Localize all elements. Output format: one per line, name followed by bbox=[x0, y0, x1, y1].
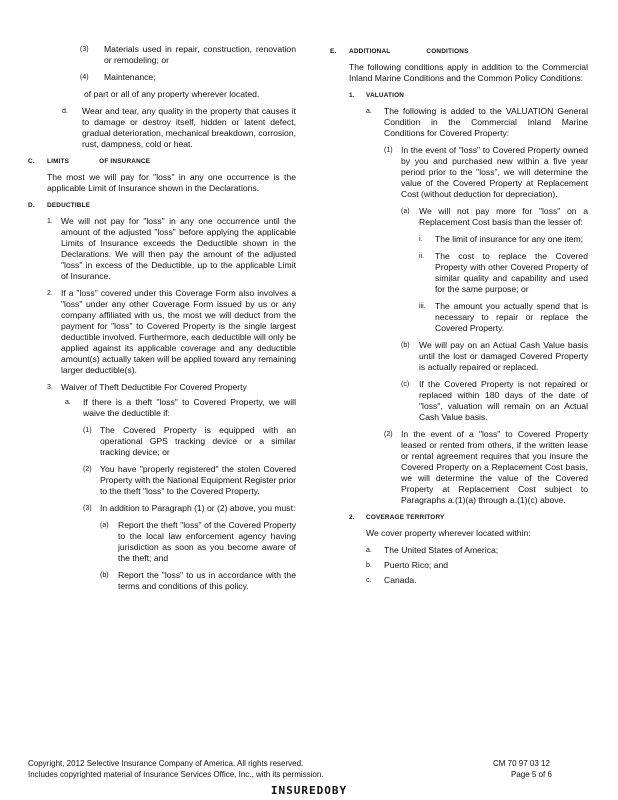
item-marker: c. bbox=[366, 577, 372, 584]
list-item bbox=[65, 397, 296, 419]
item-marker: b. bbox=[366, 562, 372, 569]
section-title: DEDUCTIBLE bbox=[47, 202, 91, 209]
list-item bbox=[100, 520, 296, 564]
item-text: If a "loss" covered under this Coverage Form also involves a "loss" under any other Coverage Form issued by us or any company affiliated with us, the most we will deduct from the payment for "loss" to Covered Property is the single largest deductible involved. Furthermore, each deductible will only be applied against its applicable coverage and any deductible amount(s) actually taken will be applied toward any remaining larger deductible(s). bbox=[61, 288, 296, 375]
paragraph: The following conditions apply in addition to the Commercial Inland Marine Conditions and the Common Policy Conditions: bbox=[349, 62, 588, 83]
list-item bbox=[47, 288, 296, 376]
section-heading bbox=[28, 156, 296, 167]
section-heading bbox=[330, 46, 588, 57]
item-marker: ii. bbox=[419, 253, 425, 260]
item-text: Report the theft "loss" of the Covered Property to the local law enforcement agency having jurisdiction as soon as you become aware of the theft; and bbox=[118, 520, 296, 563]
list-item bbox=[366, 545, 588, 556]
item-text: Report the "loss" to us in accordance with the terms and conditions of this policy. bbox=[118, 570, 296, 591]
item-marker: iii. bbox=[419, 303, 426, 310]
item-text: We will not pay for "loss" in any one occurrence until the amount of the adjusted "loss" before applying the applicable Limits of Insurance exceeds the Deductible shown in the Declarations. We will then pay the amount of the adjusted "loss" in excess of the Deductible, up to the applicable Limit of Insurance. bbox=[61, 216, 296, 281]
subsection-marker: 2. bbox=[349, 514, 355, 521]
section-letter: D. bbox=[28, 202, 35, 209]
section-title: LIMITS bbox=[47, 158, 70, 165]
item-marker: (c) bbox=[401, 381, 410, 388]
copyright-line: Copyright, 2012 Selective Insurance Company of America. All rights reserved. bbox=[28, 759, 304, 768]
list-item bbox=[80, 72, 296, 83]
item-text: The limit of insurance for any one item; bbox=[435, 234, 584, 244]
section-heading bbox=[28, 200, 296, 211]
section-title: ADDITIONAL bbox=[349, 48, 391, 55]
list-item bbox=[83, 503, 296, 514]
item-text: In addition to Paragraph (1) or (2) above, you must: bbox=[100, 503, 296, 513]
item-text: Puerto Rico; and bbox=[384, 560, 449, 570]
item-text: Wear and tear, any quality in the property that causes it to damage or destroy itself, hidden or latent defect, gradual deterioration, mechanical breakdown, corrosion, rust, dampness, cold or heat. bbox=[82, 106, 297, 149]
list-item bbox=[384, 145, 588, 200]
list-item bbox=[62, 106, 296, 150]
item-text: The following is added to the VALUATION General Condition in the Commercial Inland Marine Conditions for Covered Property: bbox=[384, 106, 588, 138]
item-text: Canada. bbox=[384, 575, 417, 585]
list-item bbox=[401, 379, 588, 423]
item-marker: a. bbox=[65, 399, 71, 406]
item-text: If the Covered Property is not repaired or replaced within 180 days of the date of "loss", valuation will remain on an Actual Cash Value basis. bbox=[419, 379, 588, 422]
item-marker: (4) bbox=[80, 74, 89, 81]
left-column bbox=[28, 44, 296, 598]
item-text: The cost to replace the Covered Property with other Covered Property of similar quality and capability and used for the same purpose; or bbox=[435, 251, 588, 294]
section-letter: E. bbox=[330, 48, 337, 55]
item-marker: (a) bbox=[100, 522, 109, 529]
item-text: The United States of America; bbox=[384, 545, 499, 555]
paragraph: The most we will pay for "loss" in any one occurrence is the applicable Limit of Insurance shown in the Declarations. bbox=[47, 172, 296, 193]
section-title-cont: OF INSURANCE bbox=[99, 158, 151, 165]
item-text: If there is a theft "loss" to Covered Property, we will waive the deductible if: bbox=[83, 397, 296, 418]
subsection-marker: 1. bbox=[349, 92, 355, 99]
item-text: The Covered Property is equipped with an operational GPS tracking device or a similar tracking device; or bbox=[100, 425, 296, 457]
item-marker: a. bbox=[366, 547, 372, 554]
item-marker: (2) bbox=[83, 466, 92, 473]
list-item bbox=[100, 570, 296, 592]
subsection-heading bbox=[349, 90, 588, 101]
list-item bbox=[384, 429, 588, 506]
item-text: The amount you actually spend that is necessary to repair or replace the Covered Property. bbox=[435, 301, 588, 333]
item-marker: i. bbox=[419, 236, 423, 243]
item-marker: (b) bbox=[100, 572, 109, 579]
paragraph: of part or all of any property wherever located. bbox=[84, 89, 260, 99]
item-text: We will not pay more for "loss" on a Replacement Cost basis than the lesser of: bbox=[419, 206, 588, 227]
subsection-title: COVERAGE TERRITORY bbox=[366, 514, 445, 521]
item-text: In the event of a "loss" to Covered Property leased or rented from others, if the written lease or rental agreement requires that you insure the Covered Property on a Replacement Cost basis, we will determine the value of the Covered Property at Replacement Cost subject to Paragraphs a.(1)(a) through a.(1)(c) above. bbox=[401, 429, 588, 505]
footer-form-info bbox=[493, 758, 583, 780]
list-item bbox=[401, 206, 588, 228]
footer-copyright bbox=[28, 758, 428, 780]
subsection-title: VALUATION bbox=[366, 92, 405, 99]
subsection-heading bbox=[349, 512, 588, 523]
list-item bbox=[80, 44, 296, 66]
list-item bbox=[83, 425, 296, 458]
right-column bbox=[330, 44, 588, 592]
item-marker: d. bbox=[62, 108, 68, 115]
list-item bbox=[366, 560, 588, 571]
item-marker: (b) bbox=[401, 342, 410, 349]
item-marker: (1) bbox=[83, 427, 92, 434]
list-item bbox=[401, 340, 588, 373]
item-marker: (2) bbox=[384, 431, 393, 438]
copyright-line: Includes copyrighted material of Insurance Services Office, Inc., with its permission. bbox=[28, 770, 324, 779]
section-letter: C. bbox=[28, 158, 35, 165]
page-number: Page 5 of 6 bbox=[511, 770, 552, 779]
item-marker: 1. bbox=[47, 218, 53, 225]
list-item bbox=[419, 251, 588, 295]
list-item bbox=[47, 382, 296, 393]
item-marker: (3) bbox=[83, 505, 92, 512]
item-text: In the event of "loss" to Covered Property owned by you and purchased new within a five year period prior to the "loss", we will determine the value of the Covered Property at Replacement Cost (without deduction for depreciation). bbox=[401, 145, 588, 199]
item-marker: a. bbox=[366, 108, 372, 115]
item-marker: (3) bbox=[80, 46, 89, 53]
list-item bbox=[419, 301, 588, 334]
list-item bbox=[419, 234, 588, 245]
item-marker: 3. bbox=[47, 384, 53, 391]
item-text: You have "properly registered" the stolen Covered Property with the National Equipment Register prior to the theft "loss" to the Covered Property. bbox=[100, 464, 296, 496]
item-text: We will pay on an Actual Cash Value basis until the lost or damaged Covered Property is actually repaired or replaced. bbox=[419, 340, 588, 372]
list-item bbox=[366, 106, 588, 139]
form-number: CM 70 97 03 12 bbox=[493, 759, 550, 768]
list-item bbox=[366, 575, 588, 586]
item-text: Maintenance; bbox=[104, 72, 156, 82]
brand-watermark: INSUREDOBY bbox=[270, 784, 348, 797]
list-item bbox=[47, 216, 296, 282]
item-text: Materials used in repair, construction, renovation or remodeling; or bbox=[104, 44, 296, 65]
section-title-cont: CONDITIONS bbox=[426, 48, 469, 55]
paragraph: We cover property wherever located within: bbox=[366, 528, 531, 538]
item-text: Waiver of Theft Deductible For Covered Property bbox=[61, 382, 247, 392]
item-marker: (a) bbox=[401, 208, 410, 215]
item-marker: (1) bbox=[384, 147, 393, 154]
item-marker: 2. bbox=[47, 290, 53, 297]
list-item bbox=[83, 464, 296, 497]
